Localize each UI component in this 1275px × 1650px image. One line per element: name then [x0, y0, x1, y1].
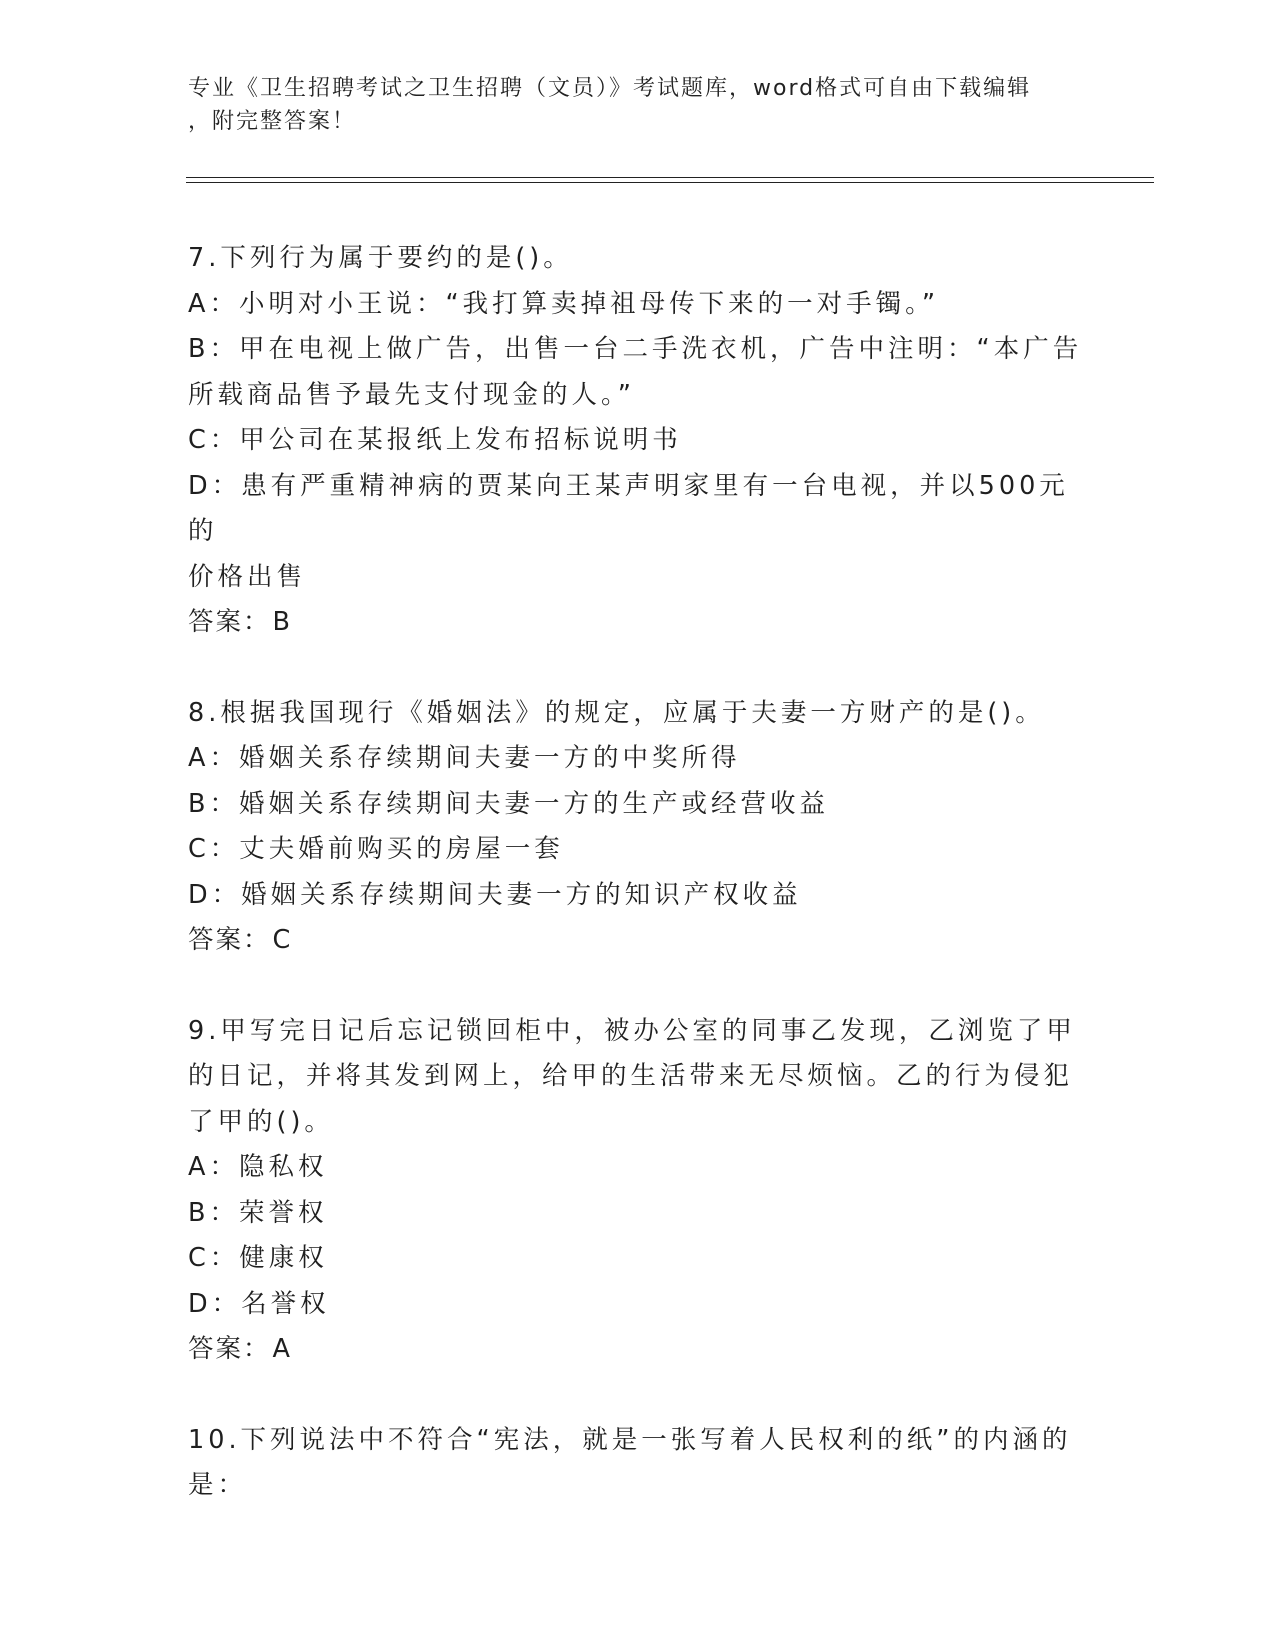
answer-option: C：丈夫婚前购买的房屋一套 [188, 834, 564, 864]
answer-label: 答案： [188, 1334, 271, 1364]
answer-option: D：名誉权 [188, 1288, 330, 1319]
header-line-1: 专业《卫生招聘考试之卫生招聘（文员）》考试题库，word格式可自由下载编辑 [188, 76, 1032, 101]
header-divider-bottom [186, 182, 1154, 183]
question-stem: 10.下列说法中不符合“宪法，就是一张写着人民权利的纸”的内涵的 [188, 1424, 1072, 1455]
question-stem: 8.根据我国现行《婚姻法》的规定，应属于夫妻一方财产的是()。 [188, 697, 1045, 728]
answer-key [188, 600, 1088, 646]
header-divider-top [186, 177, 1154, 178]
question-stem: 9.甲写完日记后忘记锁回柜中，被办公室的同事乙发现，乙浏览了甲 [188, 1015, 1076, 1046]
answer-option: B：婚姻关系存续期间夫妻一方的生产或经营收益 [188, 788, 829, 819]
answer-option: 所载商品售予最先支付现金的人。” [188, 379, 635, 410]
answer-option: C：健康权 [188, 1243, 328, 1273]
answer-option: C：甲公司在某报纸上发布招标说明书 [188, 425, 682, 455]
answer-option: A：隐私权 [188, 1152, 328, 1182]
question-stem: 是： [188, 1470, 248, 1500]
answer-option: B：甲在电视上做广告，出售一台二手洗衣机，广告中注明：“本广告 [188, 334, 1083, 364]
answer-option: B：荣誉权 [188, 1197, 328, 1228]
answer-option: A：小明对小王说：“我打算卖掉祖母传下来的一对手镯。” [188, 288, 940, 319]
answer-value: C [272, 925, 293, 955]
answer-option: D：婚姻关系存续期间夫妻一方的知识产权收益 [188, 879, 802, 910]
question-block [188, 1009, 1088, 1373]
question-block [188, 1418, 1088, 1509]
question-stem: 7.下列行为属于要约的是()。 [188, 243, 573, 273]
answer-label: 答案： [188, 607, 271, 637]
answer-option: D：患有严重精神病的贾某向王某声明家里有一台电视，并以500元的 [188, 470, 1069, 546]
answer-key [188, 918, 1088, 964]
question-stem: 的日记，并将其发到网上，给甲的生活带来无尽烦恼。乙的行为侵犯 [188, 1061, 1074, 1091]
question-stem: 了甲的()。 [188, 1106, 334, 1137]
answer-key [188, 1327, 1088, 1373]
answer-option: 价格出售 [188, 561, 307, 592]
answer-label: 答案： [188, 925, 271, 955]
question-list [188, 236, 1088, 1554]
document-header [188, 72, 1068, 138]
question-block [188, 691, 1088, 964]
header-line-2: ，附完整答案！ [188, 109, 357, 134]
answer-value: A [272, 1334, 292, 1364]
answer-option: A：婚姻关系存续期间夫妻一方的中奖所得 [188, 743, 741, 773]
question-block [188, 236, 1088, 646]
answer-value: B [272, 607, 293, 637]
